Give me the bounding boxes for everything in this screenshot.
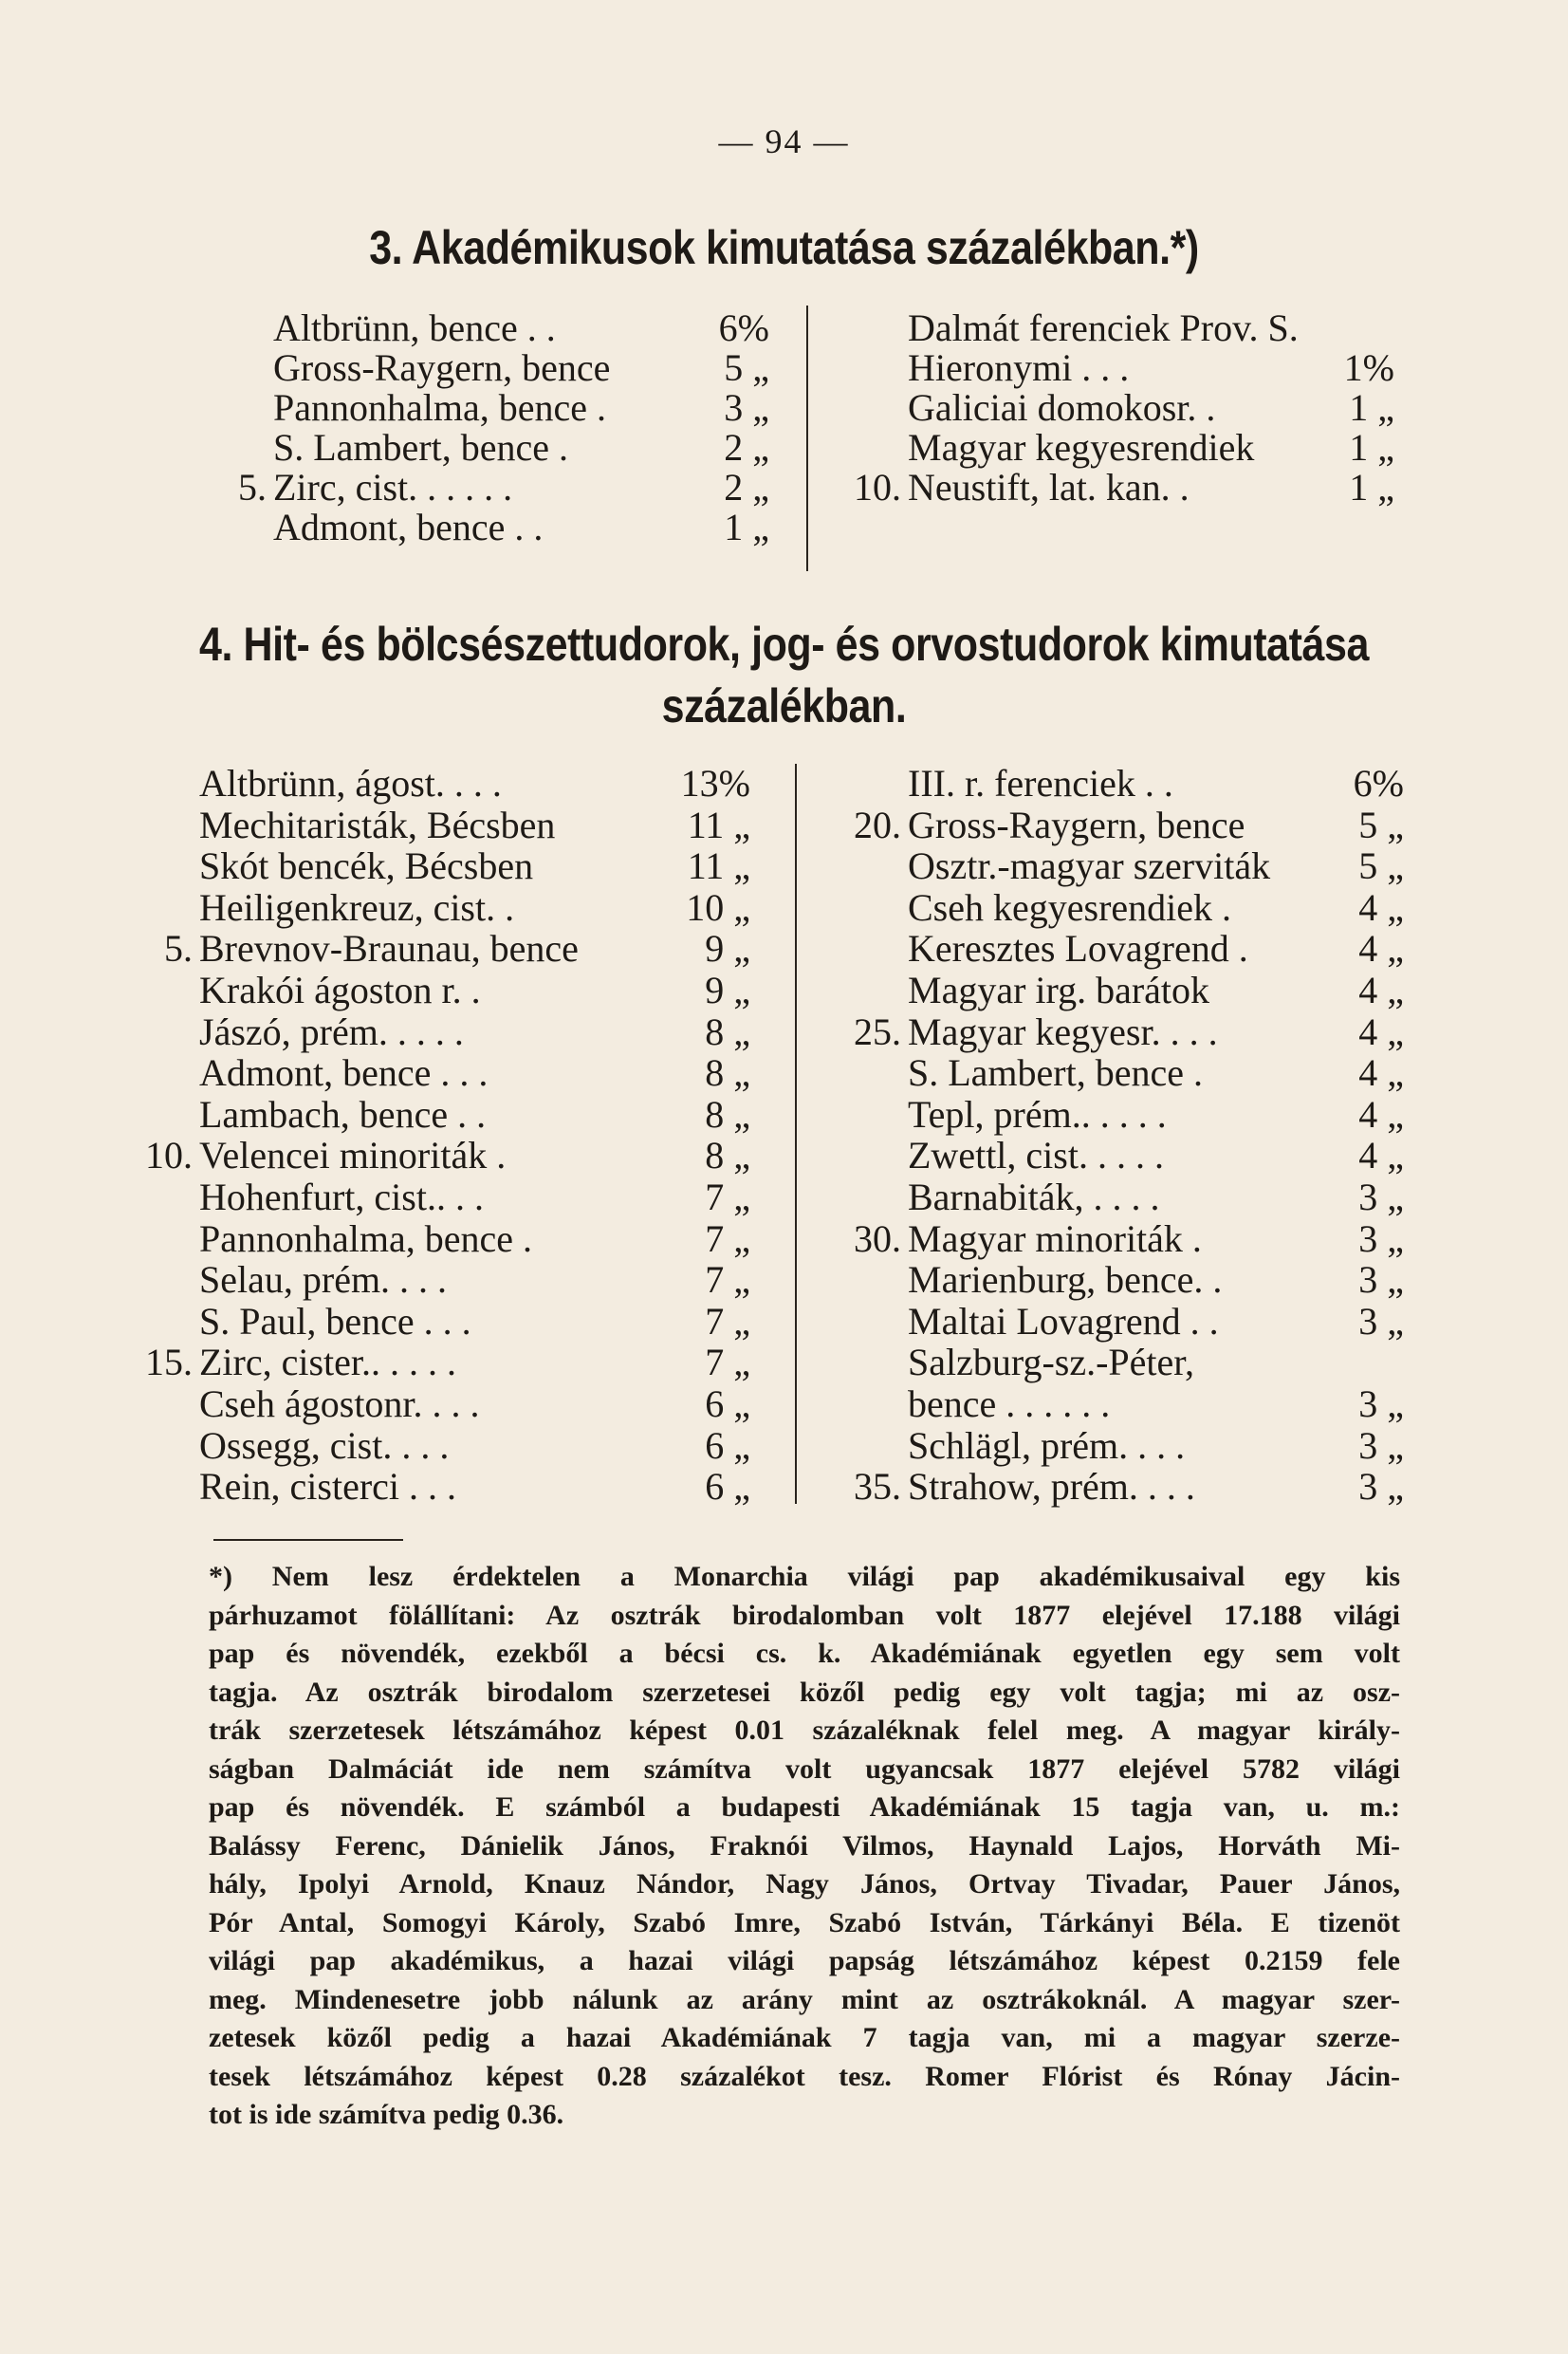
row-name: Magyar irg. barátok bbox=[908, 969, 1210, 1011]
row-name: Pannonhalma, bence . bbox=[273, 386, 606, 429]
table-row bbox=[140, 1050, 750, 1096]
row-name: Ossegg, cist. . . . bbox=[199, 1423, 450, 1467]
row-percent: 3 „ bbox=[1358, 1382, 1404, 1425]
table-row bbox=[849, 803, 1404, 848]
row-percent: 5 „ bbox=[1358, 844, 1404, 888]
table-row bbox=[849, 1175, 1404, 1220]
row-name: Cseh ágostonr. . . . bbox=[199, 1382, 480, 1425]
row-percent: 8 „ bbox=[705, 1051, 750, 1095]
table-row bbox=[140, 885, 750, 931]
footnote-line: ságban Dalmáciát ide nem számítva volt ugyancsak 1877 elejével 5782 világi bbox=[209, 1752, 1400, 1785]
footnote-line: Balássy Ferenc, Dánielik János, Fraknói Vilmos, Haynald Lajos, Horváth Mi- bbox=[209, 1829, 1400, 1862]
footnote-line: Pór Antal, Somogyi Károly, Szabó Imre, Szabó István, Tárkányi Béla. E tizenöt bbox=[209, 1906, 1400, 1938]
row-percent: 8 „ bbox=[705, 1010, 750, 1053]
section-4-title-line-1: 4. Hit- és bölcsészettudorok, jog- és orvostudorok kimutatása bbox=[199, 618, 1369, 671]
row-name: Altbrünn, bence . . bbox=[273, 306, 556, 349]
row-percent: 1 „ bbox=[1349, 466, 1394, 509]
footnote-line: *) Nem lesz érdektelen a Monarchia világi pap akadémikusaival egy kis bbox=[209, 1561, 1400, 1592]
table-row bbox=[140, 1464, 750, 1510]
row-percent: 8 „ bbox=[705, 1092, 750, 1136]
table-row bbox=[849, 1133, 1404, 1178]
table-row bbox=[214, 465, 769, 510]
table-row bbox=[849, 306, 1394, 351]
row-number: 30. bbox=[854, 1216, 901, 1260]
row-percent: 6% bbox=[718, 306, 769, 349]
row-percent: 1% bbox=[1343, 346, 1394, 389]
table-row bbox=[849, 1257, 1404, 1303]
row-name: Osztr.-magyar szerviták bbox=[908, 844, 1271, 888]
row-number: 35. bbox=[854, 1465, 901, 1509]
table-row bbox=[849, 843, 1404, 889]
table-row bbox=[849, 385, 1394, 431]
section-3-title: 3. Akadémikusok kimutatása százalékban.*) bbox=[369, 221, 1199, 274]
row-name: Cseh kegyesrendiek . bbox=[908, 885, 1232, 929]
row-percent: 4 „ bbox=[1358, 1134, 1404, 1177]
table-row bbox=[140, 843, 750, 889]
table-row bbox=[849, 465, 1394, 510]
row-name: Rein, cisterci . . . bbox=[199, 1465, 457, 1509]
column-divider bbox=[806, 306, 808, 571]
row-name: III. r. ferenciek . . bbox=[908, 762, 1173, 805]
row-percent: 3 „ bbox=[1358, 1216, 1404, 1260]
table-row bbox=[140, 803, 750, 848]
row-name: Gross-Raygern, bence bbox=[273, 346, 611, 389]
row-percent: 9 „ bbox=[705, 927, 750, 971]
table-row bbox=[140, 1340, 750, 1385]
row-name: Lambach, bence . . bbox=[199, 1092, 487, 1136]
row-name: Brevnov-Braunau, bence bbox=[199, 927, 579, 971]
row-name: Zwettl, cist. . . . . bbox=[908, 1134, 1164, 1177]
footnote-line: pap és növendék, ezekből a bécsi cs. k. Akadémiának egyetlen egy sem volt bbox=[209, 1638, 1400, 1669]
footnote-line: trák szerzetesek létszámához képest 0.01 százaléknak felel meg. A magyar király- bbox=[209, 1715, 1400, 1746]
table-row bbox=[849, 1340, 1404, 1385]
table-row bbox=[849, 1050, 1404, 1096]
row-percent: 11 „ bbox=[687, 803, 750, 846]
row-percent: 6 „ bbox=[705, 1382, 750, 1425]
table-row bbox=[140, 761, 750, 806]
row-name: Zirc, cister.. . . . . bbox=[199, 1341, 457, 1384]
table-row bbox=[849, 926, 1404, 972]
row-name: Magyar minoriták . bbox=[908, 1216, 1202, 1260]
row-percent: 10 „ bbox=[686, 885, 750, 929]
row-name: Marienburg, bence. . bbox=[908, 1258, 1223, 1302]
row-number: 5. bbox=[164, 927, 193, 971]
row-percent: 7 „ bbox=[705, 1258, 750, 1302]
row-name: bence . . . . . . bbox=[908, 1382, 1111, 1425]
row-name: Krakói ágoston r. . bbox=[199, 969, 481, 1011]
table-row bbox=[849, 1423, 1404, 1469]
row-name: Magyar kegyesr. . . . bbox=[908, 1010, 1218, 1053]
row-percent: 6 „ bbox=[705, 1423, 750, 1467]
row-name: S. Lambert, bence . bbox=[273, 426, 568, 469]
row-name: Zirc, cist. . . . . . bbox=[273, 466, 513, 509]
footnote-line: tot is ide számítva pedig 0.36. bbox=[209, 2099, 564, 2130]
footnote-line: világi pap akadémikus, a hazai világi papság létszámához képest 0.2159 fele bbox=[209, 1945, 1400, 1976]
row-percent: 7 „ bbox=[705, 1299, 750, 1343]
table-row bbox=[849, 1216, 1404, 1262]
section-4-title-line-2: százalékban. bbox=[661, 679, 907, 732]
row-name: S. Paul, bence . . . bbox=[199, 1299, 471, 1343]
row-percent: 4 „ bbox=[1358, 1010, 1404, 1053]
footnote-line: meg. Mindenesetre jobb nálunk az arány mint az osztrákoknál. A magyar szer- bbox=[209, 1983, 1400, 2015]
row-number: 15. bbox=[145, 1341, 193, 1384]
row-percent: 5 „ bbox=[724, 346, 769, 389]
row-name: Mechitaristák, Bécsben bbox=[199, 803, 556, 846]
row-percent: 2 „ bbox=[724, 466, 769, 509]
row-percent: 4 „ bbox=[1358, 1092, 1404, 1136]
row-number: 5. bbox=[238, 466, 267, 509]
table-row bbox=[140, 1257, 750, 1303]
table-row bbox=[849, 425, 1394, 471]
row-percent: 3 „ bbox=[1358, 1423, 1404, 1467]
row-name: Hieronymi . . . bbox=[908, 346, 1130, 389]
table-row bbox=[214, 385, 769, 431]
footnote-line: párhuzamot fölállítani: Az osztrák birodalomban volt 1877 elejével 17.188 világi bbox=[209, 1599, 1400, 1631]
table-row bbox=[140, 1381, 750, 1427]
row-name: Altbrünn, ágost. . . . bbox=[199, 762, 502, 805]
footnote-line: tagja. Az osztrák birodalom szerzetesei közől pedig egy volt tagja; mi az osz- bbox=[209, 1676, 1400, 1708]
table-row bbox=[140, 1175, 750, 1220]
row-percent: 3 „ bbox=[1358, 1299, 1404, 1343]
row-name: Galiciai domokosr. . bbox=[908, 386, 1216, 429]
row-percent: 6 „ bbox=[705, 1465, 750, 1509]
table-row bbox=[214, 425, 769, 471]
row-name: Strahow, prém. . . . bbox=[908, 1465, 1195, 1509]
row-name: Gross-Raygern, bence bbox=[908, 803, 1245, 846]
row-percent: 4 „ bbox=[1358, 885, 1404, 929]
row-percent: 4 „ bbox=[1358, 1051, 1404, 1095]
row-name: Keresztes Lovagrend . bbox=[908, 927, 1248, 971]
table-row bbox=[140, 1299, 750, 1344]
row-number: 10. bbox=[145, 1134, 193, 1177]
table-row bbox=[214, 306, 769, 351]
row-percent: 7 „ bbox=[705, 1216, 750, 1260]
footnote-line: tesek létszámához képest 0.28 százalékot tesz. Romer Flórist és Rónay Jácin- bbox=[209, 2060, 1400, 2092]
row-number: 25. bbox=[854, 1010, 901, 1053]
row-percent: 8 „ bbox=[705, 1134, 750, 1177]
table-row bbox=[849, 761, 1404, 806]
table-row bbox=[849, 885, 1404, 931]
table-row bbox=[214, 505, 769, 550]
row-name: Velencei minoriták . bbox=[199, 1134, 507, 1177]
row-percent: 13% bbox=[680, 762, 750, 805]
footnote bbox=[209, 1558, 1400, 2135]
row-name: Pannonhalma, bence . bbox=[199, 1216, 532, 1260]
column-divider bbox=[795, 764, 797, 1504]
row-percent: 1 „ bbox=[1349, 386, 1394, 429]
row-percent: 5 „ bbox=[1358, 803, 1404, 846]
table-row bbox=[849, 1010, 1404, 1055]
footnote-line: pap és növendék. E számból a budapesti Akadémiának 15 tagja van, u. m.: bbox=[209, 1791, 1400, 1823]
page-number: — 94 — bbox=[718, 122, 850, 160]
row-name: Barnabiták, . . . . bbox=[908, 1176, 1160, 1218]
row-name: S. Lambert, bence . bbox=[908, 1051, 1203, 1095]
row-name: Neustift, lat. kan. . bbox=[908, 466, 1190, 509]
row-percent: 3 „ bbox=[1358, 1465, 1404, 1509]
table-row bbox=[140, 1010, 750, 1055]
row-name: Jászó, prém. . . . . bbox=[199, 1010, 464, 1053]
table-row bbox=[140, 1133, 750, 1178]
row-percent: 7 „ bbox=[705, 1341, 750, 1384]
footnote-rule bbox=[213, 1539, 403, 1541]
row-percent: 3 „ bbox=[724, 386, 769, 429]
table-row bbox=[214, 345, 769, 391]
table-row bbox=[140, 1423, 750, 1469]
table-row bbox=[849, 345, 1394, 391]
row-percent: 9 „ bbox=[705, 969, 750, 1011]
row-percent: 7 „ bbox=[705, 1176, 750, 1218]
row-percent: 4 „ bbox=[1358, 969, 1404, 1011]
row-name: Selau, prém. . . . bbox=[199, 1258, 448, 1302]
row-percent: 1 „ bbox=[1349, 426, 1394, 469]
row-percent: 3 „ bbox=[1358, 1176, 1404, 1218]
row-number: 10. bbox=[854, 466, 901, 509]
row-name: Skót bencék, Bécsben bbox=[199, 844, 534, 888]
row-number: 20. bbox=[854, 803, 901, 846]
row-percent: 4 „ bbox=[1358, 927, 1404, 971]
row-percent: 2 „ bbox=[724, 426, 769, 469]
row-name: Dalmát ferenciek Prov. S. bbox=[908, 306, 1299, 349]
row-name: Hohenfurt, cist.. . . bbox=[199, 1176, 484, 1218]
row-percent: 3 „ bbox=[1358, 1258, 1404, 1302]
row-name: Schlägl, prém. . . . bbox=[908, 1423, 1186, 1467]
row-percent: 6% bbox=[1353, 762, 1404, 805]
table-row bbox=[849, 1299, 1404, 1344]
row-percent: 11 „ bbox=[687, 844, 750, 888]
row-name: Magyar kegyesrendiek bbox=[908, 426, 1255, 469]
table-row bbox=[140, 1092, 750, 1138]
table-row bbox=[140, 926, 750, 972]
row-name: Salzburg-sz.-Péter, bbox=[908, 1341, 1195, 1384]
row-percent: 1 „ bbox=[724, 506, 769, 548]
footnote-line: hály, Ipolyi Arnold, Knauz Nándor, Nagy János, Ortvay Tivadar, Pauer János, bbox=[209, 1868, 1400, 1900]
footnote-line: zetesek közől pedig a hazai Akadémiának 7 tagja van, mi a magyar szerze- bbox=[209, 2022, 1400, 2053]
row-name: Tepl, prém.. . . . . bbox=[908, 1092, 1167, 1136]
table-row bbox=[140, 1216, 750, 1262]
row-name: Admont, bence . . bbox=[273, 506, 544, 548]
table-row bbox=[140, 968, 750, 1013]
table-row bbox=[849, 1092, 1404, 1138]
table-row bbox=[849, 1381, 1404, 1427]
table-row bbox=[849, 1464, 1404, 1510]
row-name: Heiligenkreuz, cist. . bbox=[199, 885, 515, 929]
row-name: Admont, bence . . . bbox=[199, 1051, 489, 1095]
table-row bbox=[849, 968, 1404, 1013]
row-name: Maltai Lovagrend . . bbox=[908, 1299, 1219, 1343]
